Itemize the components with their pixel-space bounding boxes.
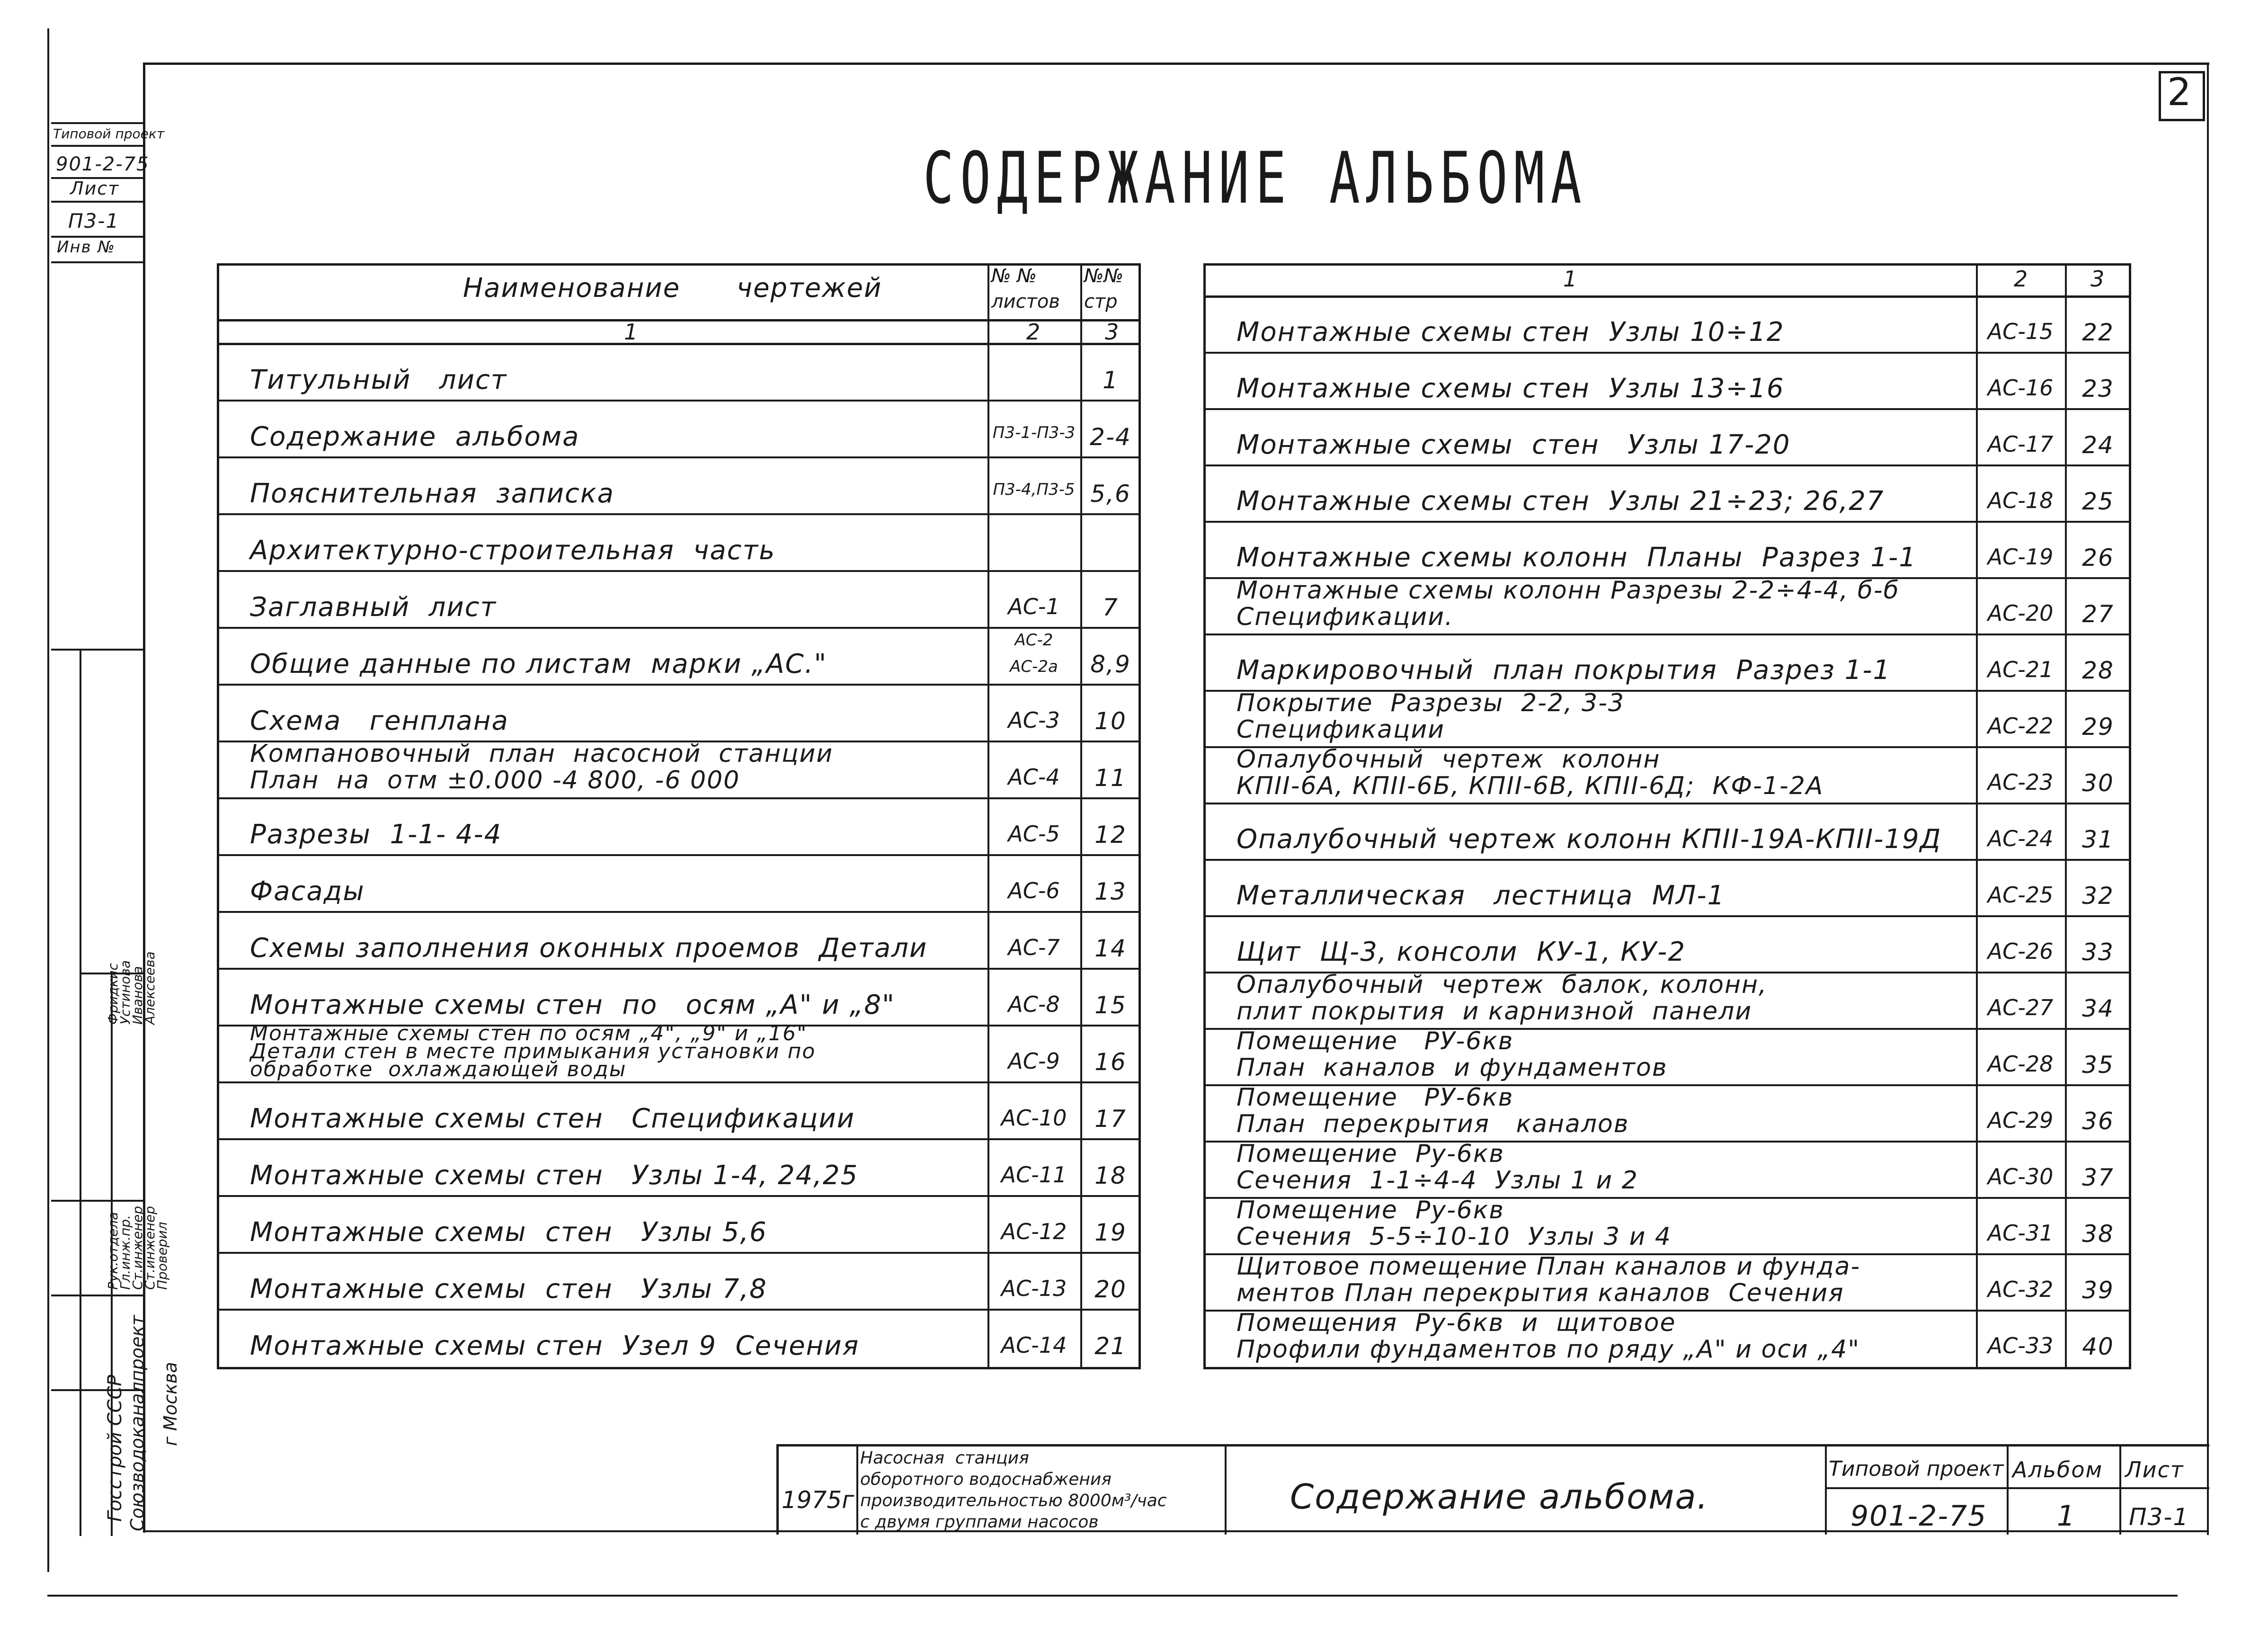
row-name: Компановочный план насосной станции План на отм ±0.000 -4 800, -6 000 — [250, 740, 834, 795]
row-page: 36 — [2082, 1107, 2114, 1135]
row-name: Маркировочный план покрытия Разрез 1-1 — [1236, 655, 1891, 686]
table-row — [1203, 577, 2131, 634]
left-side-block — [51, 649, 181, 1536]
table-row — [217, 343, 1141, 400]
row-page: 40 — [2082, 1333, 2114, 1360]
row-page: 20 — [1094, 1276, 1127, 1303]
row-code: АС-18 — [1987, 488, 2054, 513]
table-row — [1203, 859, 2131, 915]
row-code: АС-30 — [1987, 1164, 2054, 1189]
side-stamp-line4: П3-1 — [68, 209, 120, 232]
row-page: 15 — [1094, 991, 1127, 1019]
row-code: АС-11 — [1001, 1162, 1067, 1188]
row-code: АС-33 — [1987, 1333, 2054, 1358]
title-block-project-desc: Насосная станция оборотного водоснабжения производительностью 8000м³/час с двумя группами насосов — [860, 1448, 1167, 1532]
table-row — [217, 513, 1141, 570]
row-page: 23 — [2082, 375, 2114, 402]
row-name: Опалубочный чертеж колонн КПII-19А-КПII-19Д — [1236, 824, 1942, 855]
row-name: Монтажные схемы стен по осям „А" и „8" — [250, 990, 895, 1020]
album-label: Альбом — [2012, 1457, 2103, 1482]
row-name: Заглавный лист — [250, 592, 497, 623]
org-name-3: г Москва — [160, 1362, 181, 1446]
row-code: АС-29 — [1987, 1107, 2054, 1133]
side-stamp-line3: Лист — [70, 178, 120, 199]
row-code: АС-22 — [1987, 713, 2054, 739]
table-row — [217, 911, 1141, 968]
row-name: Пояснительная записка — [250, 478, 614, 509]
row-name: Металлическая лестница МЛ-1 — [1236, 880, 1725, 911]
row-code: АС-16 — [1987, 375, 2054, 401]
row-name: Схемы заполнения оконных проемов Детали — [250, 933, 928, 964]
name-1: Устинова — [117, 960, 133, 1025]
row-name: Покрытие Разрезы 2-2, 3-3 Спецификации — [1236, 689, 1625, 744]
row-code: П3-1-П3-3 — [992, 423, 1076, 442]
page-title: СОДЕРЖАНИЕ АЛЬБОМА — [923, 137, 1588, 220]
table-row — [1203, 1310, 2131, 1366]
row-name: Разрезы 1-1- 4-4 — [250, 819, 502, 850]
table-row — [1203, 1141, 2131, 1197]
row-page: 2-4 — [1090, 423, 1131, 451]
row-code: АС-12 — [1001, 1219, 1067, 1244]
row-name: Монтажные схемы стен Узлы 10÷12 — [1236, 317, 1785, 348]
row-code: АС-8 — [1008, 991, 1060, 1017]
row-code: АС-15 — [1987, 319, 2054, 344]
row-page: 7 — [1103, 594, 1119, 621]
org-name-1: Госстрой СССР — [104, 1375, 126, 1522]
row-page: 21 — [1094, 1332, 1127, 1360]
row-page: 16 — [1094, 1048, 1127, 1076]
table-row — [217, 1021, 1141, 1081]
sheet-value: П3-1 — [2129, 1503, 2189, 1531]
row-code: АС-20 — [1987, 600, 2054, 626]
table-row — [217, 684, 1141, 741]
row-page: 26 — [2082, 544, 2114, 571]
frame-right-line — [2207, 62, 2209, 1535]
row-name: Монтажные схемы стен Узлы 21÷23; 26,27 — [1236, 486, 1885, 517]
row-code: АС-26 — [1987, 938, 2054, 964]
row-code: АС-25 — [1987, 882, 2054, 908]
table-row — [217, 968, 1141, 1025]
table-row — [1203, 746, 2131, 803]
right-table — [1203, 263, 2131, 1369]
table-row — [217, 1195, 1141, 1252]
row-name: Щитовое помещение План каналов и фунда- ментов План перекрытия каналов Сечения — [1236, 1252, 1861, 1307]
row-code: АС-13 — [1001, 1276, 1067, 1301]
table-row — [217, 456, 1141, 513]
row-code: АС-31 — [1987, 1220, 2054, 1246]
table-row — [1203, 1253, 2131, 1310]
org-name-2: Союзводоканалпроект — [127, 1315, 148, 1531]
row-name: Монтажные схемы стен Узел 9 Сечения — [250, 1330, 860, 1361]
row-page: 8,9 — [1090, 651, 1131, 678]
row-code: АС-28 — [1987, 1051, 2054, 1077]
row-page: 11 — [1094, 764, 1127, 792]
row-name: Помещение Ру-6кв Сечения 1-1÷4-4 Узлы 1 и 2 — [1236, 1140, 1638, 1195]
table-row — [217, 1081, 1141, 1138]
left-table — [217, 263, 1141, 1369]
row-code: АС-19 — [1987, 544, 2054, 570]
row-page: 39 — [2082, 1277, 2114, 1304]
row-page: 1 — [1103, 366, 1119, 394]
sheet-number: 2 — [2167, 70, 2192, 114]
row-code: АС-24 — [1987, 826, 2054, 851]
row-name: Опалубочный чертеж колонн КПII-6А, КПII-6Б, КПII-6В, КПII-6Д; КФ-1-2А — [1236, 745, 1824, 800]
table-row — [1203, 464, 2131, 521]
row-name: Опалубочный чертеж балок, колонн, плит покрытия и карнизной панели — [1236, 971, 1768, 1026]
row-name: Монтажные схемы стен Спецификации — [250, 1103, 855, 1134]
row-code: АС-2 АС-2а — [1010, 631, 1058, 676]
table-row — [1203, 690, 2131, 746]
row-page: 19 — [1094, 1219, 1127, 1246]
row-code: АС-4 — [1008, 764, 1060, 790]
left-header-name: Наименование чертежей — [463, 273, 882, 304]
role-4: Проверил — [154, 1222, 170, 1290]
table-row — [217, 797, 1141, 854]
row-page: 35 — [2082, 1051, 2114, 1079]
row-code: АС-9 — [1008, 1048, 1060, 1074]
row-page: 17 — [1094, 1105, 1127, 1133]
title-block — [776, 1444, 2209, 1535]
row-page: 18 — [1094, 1162, 1127, 1189]
table-row — [217, 1138, 1141, 1195]
row-page: 28 — [2082, 657, 2114, 684]
name-0: Фридкис — [105, 963, 121, 1025]
side-stamp-line1: Типовой проект — [53, 126, 165, 142]
side-stamp-line2: 901-2-75 — [56, 153, 150, 175]
left-col-num-2: 2 — [1026, 319, 1041, 345]
role-2: Ст.инженер — [130, 1205, 145, 1290]
row-code: АС-7 — [1008, 935, 1060, 960]
table-row — [1203, 803, 2131, 859]
row-name: Монтажные схемы стен по осям „4", „9" и „16" Детали стен в месте примыкания установки по обработке охлаждающей воды — [250, 1021, 816, 1081]
row-name: Помещение РУ-6кв План каналов и фундаментов — [1236, 1027, 1668, 1082]
row-name: Помещение Ру-6кв Сечения 5-5÷10-10 Узлы 3 и 4 — [1236, 1196, 1672, 1251]
row-code: АС-1 — [1008, 594, 1060, 619]
title-block-sheet-title: Содержание альбома. — [1290, 1477, 1709, 1517]
album-value: 1 — [2057, 1500, 2076, 1533]
side-stamp-line5: Инв № — [57, 238, 116, 257]
table-row — [217, 627, 1141, 684]
table-row — [1203, 408, 2131, 464]
row-page: 13 — [1094, 878, 1127, 905]
table-row — [217, 570, 1141, 627]
row-code: П3-4,П3-5 — [993, 480, 1075, 499]
row-name: Помещение РУ-6кв План перекрытия каналов — [1236, 1083, 1629, 1138]
row-name: Монтажные схемы стен Узлы 7,8 — [250, 1274, 767, 1304]
role-1: Гл.инж.пр. — [117, 1214, 133, 1290]
row-name: Архитектурно-строительная часть — [250, 535, 776, 566]
right-col-num-1: 1 — [1563, 266, 1578, 292]
row-name: Монтажные схемы стен Узлы 1-4, 24,25 — [250, 1160, 859, 1191]
row-page: 34 — [2082, 995, 2114, 1022]
role-0: Рук.отдела — [105, 1212, 121, 1290]
row-name: Содержание альбома — [250, 421, 580, 452]
row-page: 30 — [2082, 769, 2114, 797]
row-page: 37 — [2082, 1164, 2114, 1191]
right-col-num-3: 3 — [2090, 266, 2106, 292]
row-page: 29 — [2082, 713, 2114, 741]
row-code: АС-3 — [1008, 707, 1060, 733]
table-row — [1203, 972, 2131, 1028]
bottom-margin-line — [47, 1595, 2178, 1597]
right-col-num-2: 2 — [2014, 266, 2029, 292]
row-code: АС-5 — [1008, 821, 1060, 847]
row-page: 31 — [2082, 826, 2114, 853]
row-page: 10 — [1094, 707, 1127, 735]
row-code: АС-23 — [1987, 769, 2054, 795]
row-code: АС-10 — [1001, 1105, 1067, 1131]
typical-project-value: 901-2-75 — [1850, 1500, 1987, 1533]
row-name: Монтажные схемы стен Узлы 13÷16 — [1236, 373, 1785, 404]
typical-project-label: Типовой проект — [1829, 1457, 2004, 1481]
title-block-year: 1975г — [782, 1486, 854, 1514]
table-row — [1203, 1084, 2131, 1141]
left-col-num-3: 3 — [1105, 319, 1120, 345]
table-row — [217, 741, 1141, 797]
row-name: Фасады — [250, 876, 365, 907]
row-page: 24 — [2082, 431, 2114, 459]
table-row — [1203, 1197, 2131, 1253]
row-code: АС-6 — [1008, 878, 1060, 903]
row-code: АС-17 — [1987, 431, 2054, 457]
row-name: Монтажные схемы стен Узлы 17-20 — [1236, 429, 1791, 460]
side-stamp — [51, 122, 165, 263]
table-row — [217, 1309, 1141, 1366]
table-row — [1203, 1028, 2131, 1084]
row-code: АС-21 — [1987, 657, 2054, 682]
row-page: 38 — [2082, 1220, 2114, 1248]
row-page: 33 — [2082, 938, 2114, 966]
row-page: 22 — [2082, 319, 2114, 346]
table-row — [217, 400, 1141, 456]
name-2: Иванова — [130, 966, 145, 1025]
row-page: 5,6 — [1090, 480, 1131, 508]
sheet-label: Лист — [2125, 1457, 2184, 1482]
row-page: 25 — [2082, 488, 2114, 515]
left-margin-line — [47, 28, 49, 1572]
row-page: 32 — [2082, 882, 2114, 910]
left-col-num-1: 1 — [624, 319, 639, 345]
table-row — [217, 854, 1141, 911]
table-row — [1203, 295, 2131, 352]
table-row — [1203, 521, 2131, 577]
table-row — [1203, 915, 2131, 972]
row-name: Монтажные схемы стен Узлы 5,6 — [250, 1217, 767, 1248]
left-header-sheets: № № листов — [991, 265, 1060, 312]
left-header-pages: №№ стр — [1084, 265, 1124, 312]
table-row — [1203, 352, 2131, 408]
row-name: Схема генплана — [250, 705, 509, 736]
row-name: Монтажные схемы колонн Планы Разрез 1-1 — [1236, 542, 1917, 573]
row-page: 14 — [1094, 935, 1127, 962]
row-page: 12 — [1094, 821, 1127, 848]
role-3: Ст.инженер — [142, 1205, 158, 1290]
row-name: Общие данные по листам марки „АС." — [250, 649, 827, 679]
row-name: Щит Щ-3, консоли КУ-1, КУ-2 — [1236, 937, 1686, 967]
row-code: АС-27 — [1987, 995, 2054, 1020]
row-name: Титульный лист — [250, 365, 507, 395]
row-code: АС-14 — [1001, 1332, 1067, 1358]
table-row — [217, 1252, 1141, 1309]
row-page: 27 — [2082, 600, 2114, 628]
row-name: Монтажные схемы колонн Разрезы 2-2÷4-4, б-б Спецификации. — [1236, 576, 1900, 631]
row-name: Помещения Ру-6кв и щитовое Профили фундаментов по ряду „А" и оси „4" — [1236, 1309, 1860, 1364]
name-3: Алексеева — [142, 951, 158, 1025]
table-row — [1203, 634, 2131, 690]
row-code: АС-32 — [1987, 1277, 2054, 1302]
